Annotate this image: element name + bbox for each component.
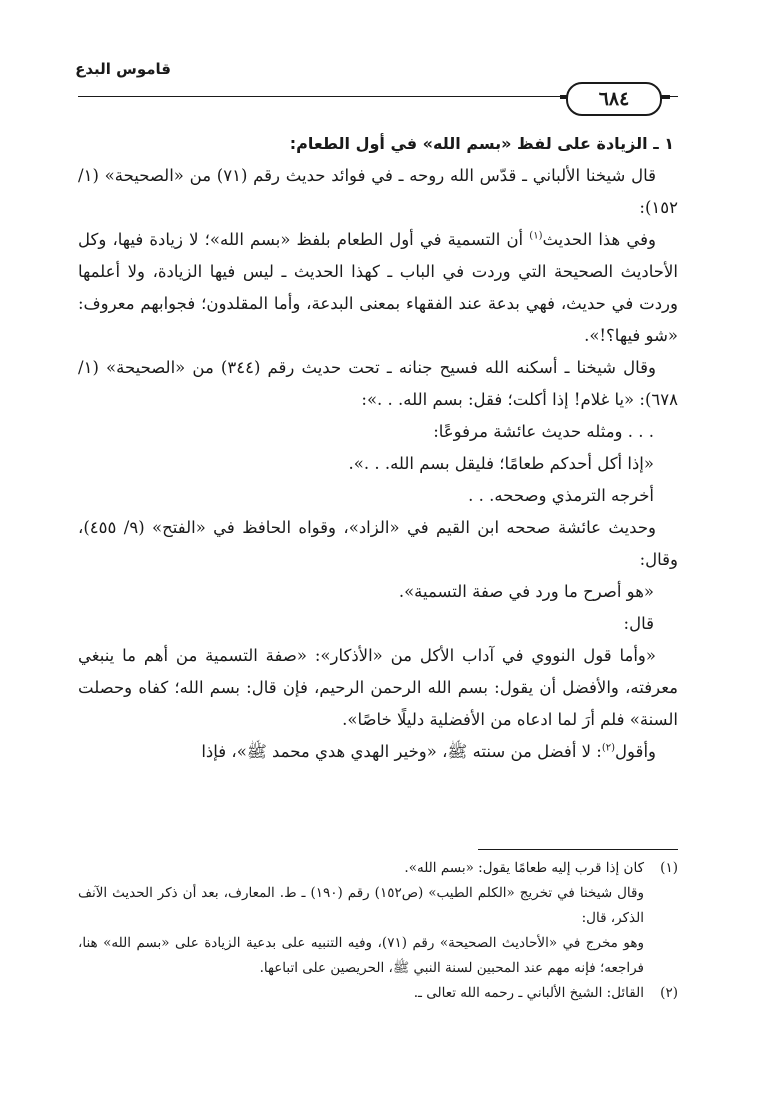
main-text	[78, 128, 678, 768]
paragraph-2-rest: أن التسمية في أول الطعام بلفظ «بسم الله»؛ لا زيادة فيها، وكل الأحاديث الصحيحة التي وردت في الباب ـ كهذا الحديث ـ ليس فيها الزيادة، ولا أعلمها وردت في حديث، فهي بدعة عند الفقهاء بمعنى البدعة، وأما المقلدون؛ فجوابهم معروف: «شو فيها؟!».	[78, 230, 678, 345]
footnote-separator	[478, 849, 678, 850]
paragraph-3: وقال شيخنا ـ أسكنه الله فسيح جنانه ـ تحت حديث رقم (٣٤٤) من «الصحيحة» (١/ ٦٧٨): «يا غلام! إذا أكلت؛ فقل: بسم الله. . .»:	[78, 358, 678, 409]
quote-5: قال:	[623, 614, 654, 633]
paragraph-6	[78, 736, 678, 768]
quote-4: «هو أصرح ما ورد في صفة التسمية».	[398, 582, 654, 601]
paragraph-4: وحديث عائشة صححه ابن القيم في «الزاد»، وقواه الحافظ في «الفتح» (٩/ ٤٥٥)، وقال:	[78, 518, 678, 569]
quote-1: . . . ومثله حديث عائشة مرفوعًا:	[433, 422, 654, 441]
footnote-body	[78, 981, 644, 1006]
footnote-line: وهو مخرج في «الأحاديث الصحيحة» رقم (٧١)، وفيه التنبيه على بدعية الزيادة على «بسم الله» هنا، فراجعه؛ فإنه مهم عند المحبين لسنة النبي ﷺ، الحريصين على اتباعها.	[78, 935, 644, 976]
page-number-badge	[566, 82, 662, 116]
paragraph-2-start: وفي هذا الحديث	[542, 230, 656, 249]
running-title: قاموس البدع	[75, 60, 171, 78]
footnote-line: كان إذا قرب إليه طعامًا يقول: «بسم الله».	[404, 860, 644, 876]
footnote-ref-2[interactable]: (٢)	[601, 742, 616, 754]
page-number: ٦٨٤	[598, 88, 630, 110]
paragraph-6-start: وأقول	[615, 742, 656, 761]
footnote-2	[78, 981, 678, 1006]
paragraph-1: قال شيخنا الألباني ـ قدّس الله روحه ـ في فوائد حديث رقم (٧١) من «الصحيحة» (١/ ١٥٢):	[78, 166, 678, 217]
footnotes	[78, 856, 678, 1006]
paragraph-5: «وأما قول النووي في آداب الأكل من «الأذكار»: «صفة التسمية من أهم ما ينبغي معرفته، والأفضل أن يقول: بسم الله الرحمن الرحيم، فإن قال: بسم الله؛ كفاه وحصلت السنة» فلم أرَ لما ادعاه من الأفضلية دليلًا خاصًا».	[78, 646, 678, 729]
paragraph-6-rest: : لا أفضل من سنته ﷺ، «وخير الهدي هدي محمد ﷺ»، فإذا	[201, 742, 602, 761]
footnote-number: (٢)	[660, 985, 678, 1001]
footnote-number: (١)	[660, 860, 678, 876]
quote-3: أخرجه الترمذي وصححه. . .	[468, 486, 654, 505]
paragraph-2	[78, 224, 678, 352]
footnote-1	[78, 856, 678, 981]
footnote-line: وقال شيخنا في تخريج «الكلم الطيب» (ص١٥٢) رقم (١٩٠) ـ ط. المعارف، بعد أن ذكر الحديث الآنف الذكر، قال:	[78, 885, 644, 926]
footnote-line: القائل: الشيخ الألباني ـ رحمه الله تعالى ـ.	[413, 985, 644, 1001]
footnote-ref-1[interactable]: (١)	[529, 230, 543, 242]
footnote-body	[78, 856, 644, 981]
quote-2: «إذا أكل أحدكم طعامًا؛ فليقل بسم الله. . .».	[348, 454, 654, 473]
section-heading: ١ ـ الزيادة على لفظ «بسم الله» في أول الطعام:	[289, 134, 674, 153]
